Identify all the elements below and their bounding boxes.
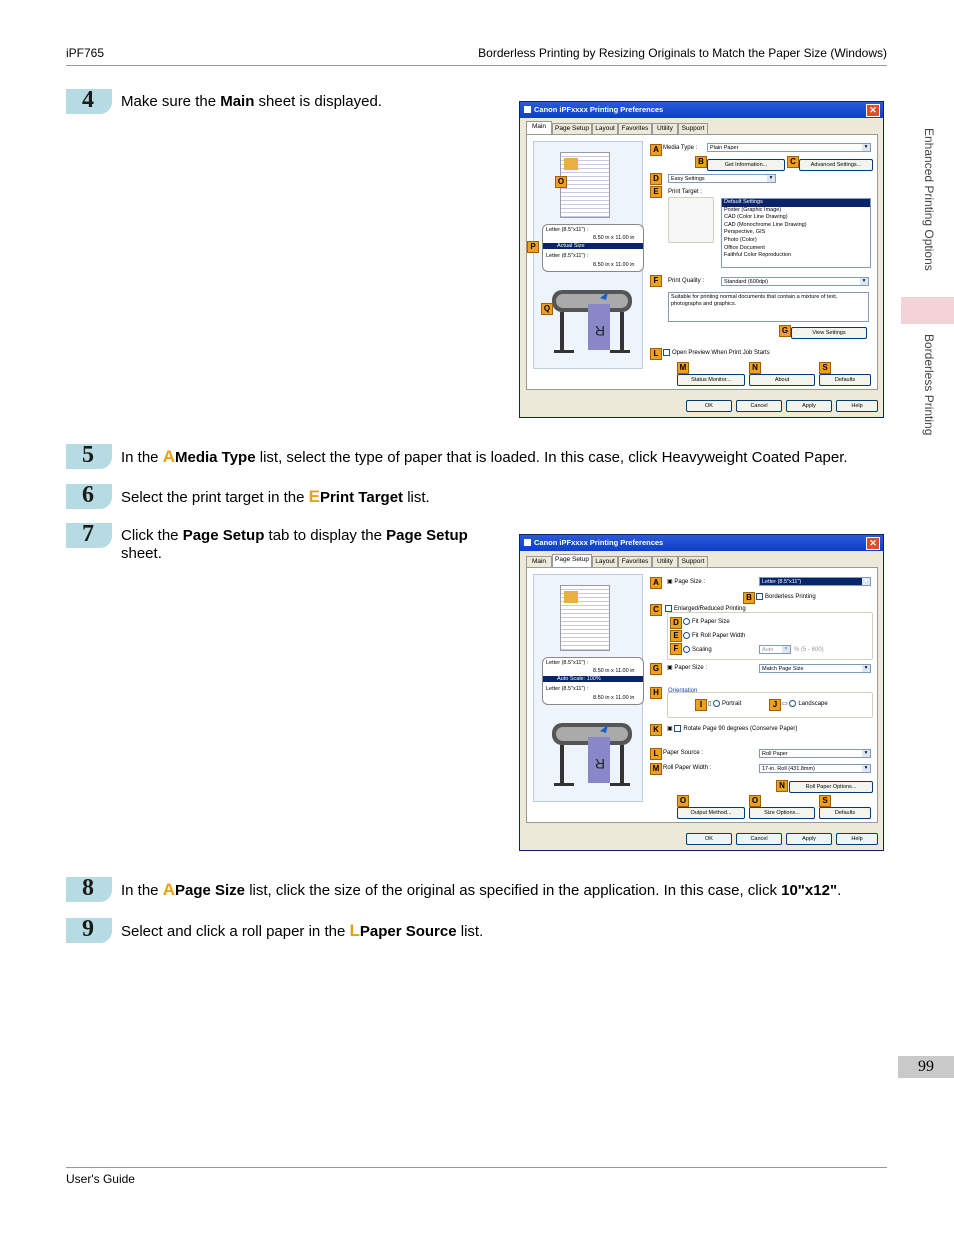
tab-layout[interactable]: Layout <box>592 556 618 567</box>
get-information-button[interactable]: Get Information... <box>707 159 785 171</box>
roll-paper-options-button[interactable]: Roll Paper Options... <box>789 781 873 793</box>
scaling-range-label: % (5 - 600) <box>794 647 824 653</box>
label-r: Q <box>541 303 553 315</box>
label-l: L <box>650 348 662 360</box>
header-model: iPF765 <box>66 46 105 60</box>
label-f: F <box>670 643 682 655</box>
label-m: M <box>677 362 689 374</box>
label-c: C <box>787 156 799 168</box>
main-sheet-panel <box>526 134 878 390</box>
step-text: Select and click a roll paper in the LPaper Source list. <box>121 921 484 940</box>
label-m: M <box>650 763 662 775</box>
enlarged-reduced-checkbox[interactable]: Enlarged/Reduced Printing <box>665 605 746 614</box>
output-method-button[interactable]: Output Method... <box>677 807 745 819</box>
apply-button[interactable]: Apply <box>786 833 832 845</box>
step-badge: 9 <box>66 918 112 943</box>
label-n: N <box>749 362 761 374</box>
svg-text:R: R <box>594 756 605 772</box>
footer-text: User's Guide <box>66 1172 135 1186</box>
tab-favorites[interactable]: Favorites <box>618 556 652 567</box>
tab-layout[interactable]: Layout <box>592 123 618 134</box>
help-button[interactable]: Help <box>836 400 878 412</box>
label-e: E <box>650 186 662 198</box>
print-target-option[interactable]: Office Document <box>724 244 765 251</box>
auto-scale-row: Auto Scale: 100% <box>543 676 643 682</box>
about-button[interactable]: About <box>749 374 815 386</box>
label-a: A <box>650 577 662 589</box>
close-icon[interactable]: ✕ <box>866 537 880 550</box>
open-preview-checkbox[interactable]: Open Preview When Print Job Starts <box>663 349 770 358</box>
portrait-radio[interactable]: ▯ Portrait <box>708 701 742 708</box>
size-options-button[interactable]: Size Options... <box>749 807 815 819</box>
cancel-button[interactable]: Cancel <box>736 400 782 412</box>
print-quality-select[interactable]: Standard (600dpi) ▾ <box>721 277 869 286</box>
page-setup-sheet-panel <box>526 567 878 823</box>
settings-preview <box>533 141 643 369</box>
tab-page-setup[interactable]: Page Setup <box>552 123 592 134</box>
side-tab-enhanced: Enhanced Printing Options <box>922 128 936 271</box>
borderless-printing-checkbox[interactable]: Borderless Printing <box>756 593 816 602</box>
cancel-button[interactable]: Cancel <box>736 833 782 845</box>
label-k: K <box>650 724 662 736</box>
label-j: J <box>769 699 781 711</box>
print-target-option[interactable]: Photo (Color) <box>724 236 757 243</box>
scaling-value-input[interactable]: Auto ▾ <box>759 645 791 654</box>
view-settings-button[interactable]: View Settings <box>791 327 867 339</box>
step-badge: 8 <box>66 877 112 902</box>
help-button[interactable]: Help <box>836 833 878 845</box>
tab-utility[interactable]: Utility <box>652 556 678 567</box>
fit-roll-paper-width-radio[interactable]: Fit Roll Paper Width <box>683 632 745 641</box>
svg-text:R: R <box>594 323 605 339</box>
header-rule <box>66 65 887 66</box>
print-target-option[interactable]: CAD (Color Line Drawing) <box>724 214 788 221</box>
label-n: N <box>776 780 788 792</box>
defaults-button[interactable]: Defaults <box>819 374 871 386</box>
step-badge: 4 <box>66 89 112 114</box>
label-a: A <box>650 144 662 156</box>
media-type-select[interactable]: Plain Paper ▾ <box>707 143 871 152</box>
ok-button[interactable]: OK <box>686 833 732 845</box>
label-b: B <box>695 156 707 168</box>
ok-button[interactable]: OK <box>686 400 732 412</box>
step-text: Click the Page Setup tab to display the Page Setup sheet. <box>121 527 468 562</box>
print-target-thumbnail <box>668 197 714 243</box>
media-type-label: Media Type : <box>663 145 698 151</box>
print-target-option[interactable]: Poster (Graphic Image) <box>724 206 782 213</box>
step-text: In the AMedia Type list, select the type of paper that is loaded. In this case, click Heavyweight Coated Paper. <box>121 447 848 466</box>
step-badge: 7 <box>66 523 112 548</box>
printing-preferences-dialog-page-setup <box>519 534 884 851</box>
tab-favorites[interactable]: Favorites <box>618 123 652 134</box>
paper-source-label: Paper Source : <box>663 750 704 756</box>
printer-icon <box>524 106 531 113</box>
paper-size-label: ▣ Paper Size : <box>667 665 708 671</box>
page-number: 99 <box>898 1056 954 1078</box>
tab-main[interactable]: Main <box>526 121 552 134</box>
tab-support[interactable]: Support <box>678 556 708 567</box>
label-f: F <box>650 275 662 287</box>
label-d: D <box>650 173 662 185</box>
page-size-select[interactable]: Letter (8.5"x11") ▾ <box>759 577 871 586</box>
step-badge: 5 <box>66 444 112 469</box>
side-tab-borderless: Borderless Printing <box>922 334 936 436</box>
fit-paper-size-radio[interactable]: Fit Paper Size <box>683 618 730 627</box>
step-text: In the APage Size list, click the size of the original as specified in the application. In this case, click 10"x12". <box>121 880 842 899</box>
print-target-option[interactable]: Perspective, GIS <box>724 229 766 236</box>
step-text: Select the print target in the EPrint Target list. <box>121 487 430 506</box>
label-d: D <box>670 617 682 629</box>
label-s: S <box>819 795 831 807</box>
roll-paper-width-label: Roll Paper Width : <box>663 765 712 771</box>
size-info-box: Letter (8.5"x11") : 8.50 in x 11.00 in Actual Size Letter (8.5"x11") : 8.50 in x 11.00 in <box>542 224 644 272</box>
print-target-option[interactable]: CAD (Monochrome Line Drawing) <box>724 221 807 228</box>
printer-icon <box>524 539 531 546</box>
label-g: G <box>779 325 791 337</box>
label-g: G <box>650 663 662 675</box>
print-target-option[interactable]: Faithful Color Reproduction <box>724 252 791 259</box>
status-monitor-button[interactable]: Status Monitor... <box>677 374 745 386</box>
scaling-radio[interactable]: Scaling <box>683 646 712 655</box>
label-i: I <box>695 699 707 711</box>
label-b: B <box>743 592 755 604</box>
tab-page-setup[interactable]: Page Setup <box>552 554 592 567</box>
rotate-page-checkbox[interactable]: ▣ Rotate Page 90 degrees (Conserve Paper) <box>667 726 798 733</box>
printer-illustration <box>548 715 636 793</box>
label-s: S <box>819 362 831 374</box>
orientation-label: Orientation <box>668 688 698 694</box>
print-target-description: Suitable for printing normal documents that contain a mixture of text, photographs and graphics. <box>668 292 869 322</box>
print-target-label: Print Target : <box>668 189 702 195</box>
image-icon <box>564 158 578 170</box>
print-target-list[interactable] <box>721 198 871 268</box>
dialog-title-bar: Canon iPFxxxx Printing Preferences ✕ <box>520 535 883 551</box>
advanced-settings-button[interactable]: Advanced Settings... <box>799 159 873 171</box>
label-l: L <box>650 748 662 760</box>
tab-support[interactable]: Support <box>678 123 708 134</box>
apply-button[interactable]: Apply <box>786 400 832 412</box>
header-section-title: Borderless Printing by Resizing Originals to Match the Paper Size (Windows) <box>478 46 887 60</box>
label-o: O <box>749 795 761 807</box>
tab-utility[interactable]: Utility <box>652 123 678 134</box>
step-text: Make sure the Main sheet is displayed. <box>121 93 382 110</box>
label-h: H <box>650 687 662 699</box>
footer-rule <box>66 1167 887 1168</box>
landscape-radio[interactable]: ▭ Landscape <box>782 701 828 708</box>
defaults-button[interactable]: Defaults <box>819 807 871 819</box>
tab-main[interactable]: Main <box>526 556 552 567</box>
page-size-label: ▣ Page Size : <box>667 579 706 585</box>
label-e: E <box>670 630 682 642</box>
easy-settings-select[interactable]: Easy Settings ▾ <box>668 174 776 183</box>
step-badge: 6 <box>66 484 112 509</box>
printing-preferences-dialog-main <box>519 101 884 418</box>
side-tab-marker <box>901 297 954 324</box>
print-target-option[interactable]: Default Settings <box>722 199 870 207</box>
settings-preview <box>533 574 643 802</box>
size-info-box: Letter (8.5"x11") : 8.50 in x 11.00 in Auto Scale: 100% Letter (8.5"x11") : 8.50 in x 11.00 in <box>542 657 644 705</box>
close-icon[interactable]: ✕ <box>866 104 880 117</box>
actual-size-row: Actual Size <box>543 243 643 249</box>
paper-source-select[interactable]: Roll Paper ▾ <box>759 749 871 758</box>
label-p: O <box>677 795 689 807</box>
label-p: O <box>555 176 567 188</box>
image-icon <box>564 591 578 603</box>
label-c: C <box>650 604 662 616</box>
print-quality-label: Print Quality : <box>668 278 705 284</box>
dialog-title-bar: Canon iPFxxxx Printing Preferences ✕ <box>520 102 883 118</box>
printer-illustration <box>548 282 636 360</box>
label-q: P <box>527 241 539 253</box>
roll-paper-width-select[interactable]: 17-in. Roll (431.8mm) ▾ <box>759 764 871 773</box>
paper-size-select[interactable]: Match Page Size ▾ <box>759 664 871 673</box>
